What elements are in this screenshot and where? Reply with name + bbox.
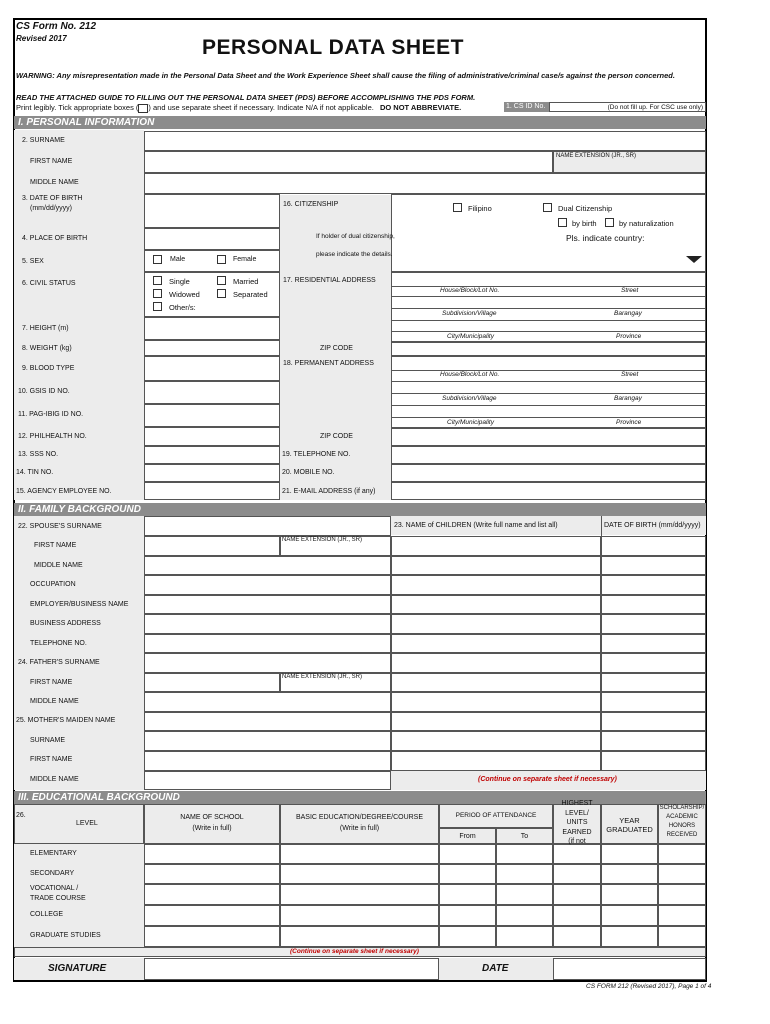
dual-details-note: please indicate the details. (316, 251, 393, 258)
edu-vocational-label-2: TRADE COURSE (30, 895, 86, 902)
print-instruction-b: ) and use separate sheet if necessary. Indicate N/A if not applicable. (148, 103, 374, 112)
filipino-checkbox[interactable] (453, 203, 462, 212)
mobile-label: 20. MOBILE NO. (282, 469, 335, 476)
civil-status-label: 6. CIVIL STATUS (22, 280, 76, 287)
education-cell[interactable] (553, 926, 601, 947)
edu-schol-2: ACADEMIC (666, 814, 698, 820)
mother-middle-name-input[interactable] (144, 771, 391, 790)
edu-number: 26. (16, 812, 26, 819)
employer-label: EMPLOYER/BUSINESS NAME (30, 601, 129, 608)
child-name-input[interactable] (391, 595, 601, 614)
telephone-input[interactable] (391, 446, 706, 464)
height-input[interactable] (144, 317, 280, 340)
email-label: 21. E-MAIL ADDRESS (if any) (282, 488, 376, 495)
child-name-input[interactable] (391, 692, 601, 712)
philhealth-input[interactable] (144, 427, 280, 446)
mother-surname-label: SURNAME (30, 737, 66, 744)
height-label: 7. HEIGHT (m) (22, 325, 69, 332)
dob-label: 3. DATE OF BIRTH (22, 195, 83, 202)
edu-to-header: To (520, 833, 529, 840)
cs-id-field[interactable]: (Do not fill up. For CSC use only) (549, 102, 706, 112)
edu-school-note: (Write in full) (192, 825, 232, 832)
no-abbreviate: DO NOT ABBREVIATE. (379, 103, 462, 112)
perm-line-3 (391, 393, 706, 394)
education-cell[interactable] (280, 884, 439, 905)
child-dob-input[interactable] (601, 556, 706, 575)
education-cell[interactable] (496, 905, 553, 926)
mobile-input[interactable] (391, 464, 706, 482)
res-line-2 (391, 296, 706, 297)
res-line-1 (391, 286, 706, 287)
business-address-label: BUSINESS ADDRESS (30, 620, 101, 627)
father-surname-label: 24. FATHER'S SURNAME (18, 659, 100, 666)
education-cell[interactable] (280, 926, 439, 947)
tin-input[interactable] (144, 464, 280, 482)
form-number: CS Form No. 212 (16, 21, 97, 32)
education-cell[interactable] (144, 844, 280, 864)
education-cell[interactable] (553, 844, 601, 864)
res-province-label: Province (616, 333, 642, 340)
education-cell[interactable] (144, 884, 280, 905)
education-header-cell (280, 804, 439, 844)
perm-province-label: Province (616, 419, 642, 426)
child-name-input[interactable] (391, 614, 601, 634)
perm-line-4 (391, 405, 706, 406)
family-input[interactable] (144, 673, 280, 692)
indicate-country-label: Pls. indicate country: (566, 233, 645, 243)
place-of-birth-input[interactable] (144, 228, 280, 250)
single-checkbox[interactable] (153, 276, 162, 285)
signature-label: SIGNATURE (48, 963, 107, 974)
section-educational-background: III. EDUCATIONAL BACKGROUND (14, 791, 706, 804)
print-instruction-a: Print legibly. Tick appropriate boxes ( (16, 103, 139, 112)
male-label: Male (170, 256, 186, 263)
spouse-surname-label: 22. SPOUSE'S SURNAME (18, 523, 102, 530)
warning-text: WARNING: Any misrepresentation made in the Personal Data Sheet and the Work Experience Sheet shall cause the filing of administrative/criminal case/s against the person concerned. (16, 71, 675, 80)
widowed-checkbox[interactable] (153, 289, 162, 298)
child-dob-input[interactable] (601, 731, 706, 751)
education-cell[interactable] (658, 884, 706, 905)
first-name-label: FIRST NAME (30, 158, 73, 165)
edu-schol-1: SCHOLARSHIP/ (659, 805, 705, 811)
first-name-input[interactable] (144, 151, 553, 173)
edu-college-label: COLLEGE (30, 911, 64, 918)
child-dob-input[interactable] (601, 575, 706, 595)
spouse-name-ext-label: NAME EXTENSION (JR., SR) (282, 537, 363, 543)
telephone-label: 19. TELEPHONE NO. (282, 451, 351, 458)
edu-highest-2: LEVEL/ (565, 809, 589, 817)
res-line-5 (391, 331, 706, 332)
education-cell[interactable] (496, 926, 553, 947)
by-naturalization-checkbox[interactable] (605, 218, 614, 227)
separated-checkbox[interactable] (217, 289, 226, 298)
education-cell[interactable] (280, 844, 439, 864)
edu-elementary-label: ELEMENTARY (30, 850, 77, 857)
child-dob-input[interactable] (601, 673, 706, 692)
family-input[interactable] (144, 731, 391, 751)
perm-line-1 (391, 370, 706, 371)
child-name-input[interactable] (391, 673, 601, 692)
edu-highest-4: EARNED (562, 828, 592, 836)
edu-secondary-label: SECONDARY (30, 870, 75, 877)
family-input[interactable] (144, 516, 391, 536)
family-input[interactable] (144, 751, 391, 771)
child-dob-input[interactable] (601, 751, 706, 771)
child-name-input[interactable] (391, 634, 601, 653)
child-name-input[interactable] (391, 575, 601, 595)
education-cell[interactable] (601, 905, 658, 926)
child-name-input[interactable] (391, 731, 601, 751)
perm-city-label: City/Municipality (447, 419, 494, 426)
edu-highest-header (553, 800, 601, 846)
father-middle-name-label: MIDDLE NAME (30, 698, 79, 705)
education-cell[interactable] (280, 864, 439, 884)
by-birth-checkbox[interactable] (558, 218, 567, 227)
perm-barangay-label: Barangay (614, 395, 642, 402)
gsis-input[interactable] (144, 381, 280, 404)
child-dob-input[interactable] (601, 536, 706, 556)
edu-period-header: PERIOD OF ATTENDANCE (455, 812, 537, 819)
family-label-column (14, 516, 144, 790)
res-line-4 (391, 320, 706, 321)
spouse-first-name-label: FIRST NAME (34, 542, 77, 549)
female-checkbox[interactable] (217, 255, 226, 264)
education-cell[interactable] (144, 926, 280, 947)
child-dob-input[interactable] (601, 595, 706, 614)
agency-no-label: 15. AGENCY EMPLOYEE NO. (16, 488, 112, 495)
family-input[interactable] (144, 575, 391, 595)
res-street-label: Street (621, 287, 639, 294)
mother-middle-name-label: MIDDLE NAME (30, 776, 79, 783)
children-label: 23. NAME of CHILDREN (Write full name and list all) (394, 522, 558, 529)
child-name-input[interactable] (391, 556, 601, 575)
philhealth-label: 12. PHILHEALTH NO. (18, 433, 87, 440)
education-cell[interactable] (601, 884, 658, 905)
sss-input[interactable] (144, 446, 280, 464)
dual-citizenship-checkbox[interactable] (543, 203, 552, 212)
male-checkbox[interactable] (153, 255, 162, 264)
pagibig-input[interactable] (144, 404, 280, 427)
family-continue-note: (Continue on separate sheet if necessary) (478, 776, 617, 783)
cs-id-label: 1. CS ID No. (504, 102, 551, 112)
child-name-input[interactable] (391, 653, 601, 673)
name-extension-label: NAME EXTENSION (JR., SR) (556, 153, 637, 159)
education-cell[interactable] (658, 864, 706, 884)
family-input[interactable] (144, 692, 391, 712)
child-dob-input[interactable] (601, 712, 706, 731)
print-instruction (16, 103, 461, 113)
section-family-background: II. FAMILY BACKGROUND (14, 503, 706, 516)
tick-box-sample (138, 104, 148, 113)
mother-first-name-label: FIRST NAME (30, 756, 73, 763)
others-checkbox[interactable] (153, 302, 162, 311)
date-field[interactable] (553, 958, 706, 980)
mother-maiden-label: 25. MOTHER'S MAIDEN NAME (16, 717, 116, 724)
edu-school-header: NAME OF SCHOOL (180, 814, 244, 821)
edu-course-header: BASIC EDUCATION/DEGREE/COURSE (295, 814, 424, 821)
education-cell[interactable] (658, 844, 706, 864)
middle-name-label: MIDDLE NAME (30, 179, 79, 186)
weight-label: 8. WEIGHT (kg) (22, 345, 72, 352)
section-personal-information: I. PERSONAL INFORMATION (14, 116, 706, 129)
page-footer: CS FORM 212 (Revised 2017), Page 1 of 4 (586, 983, 712, 990)
married-checkbox[interactable] (217, 276, 226, 285)
female-label: Female (233, 256, 257, 263)
tin-label: 14. TIN NO. (16, 469, 54, 476)
dob-input[interactable] (144, 194, 280, 228)
education-cell[interactable] (553, 864, 601, 884)
edu-scholarship-header (658, 804, 706, 844)
child-dob-input[interactable] (601, 653, 706, 673)
education-cell[interactable] (601, 864, 658, 884)
perm-line-2 (391, 381, 706, 382)
spouse-telephone-label: TELEPHONE NO. (30, 640, 87, 647)
father-first-name-label: FIRST NAME (30, 679, 73, 686)
education-cell[interactable] (553, 884, 601, 905)
surname-label: 2. SURNAME (22, 137, 65, 144)
res-city-label: City/Municipality (447, 333, 494, 340)
education-cell[interactable] (144, 905, 280, 926)
perm-zip-input[interactable] (391, 428, 706, 446)
single-label: Single (169, 277, 190, 286)
perm-street-label: Street (621, 371, 639, 378)
separated-label: Separated (233, 290, 268, 299)
education-cell[interactable] (144, 864, 280, 884)
res-zip-label: ZIP CODE (320, 345, 353, 352)
perm-subdivision-label: Subdivision/Village (442, 395, 497, 402)
email-input[interactable] (391, 482, 706, 500)
middle-name-input[interactable] (144, 173, 706, 194)
guide-text: READ THE ATTACHED GUIDE TO FILLING OUT THE PERSONAL DATA SHEET (PDS) BEFORE ACCOMPLISHING THE PDS FORM. (16, 93, 476, 102)
res-subdivision-label: Subdivision/Village (442, 310, 497, 317)
family-input[interactable] (144, 614, 391, 634)
blood-type-label: 9. BLOOD TYPE (22, 365, 75, 372)
filipino-label: Filipino (468, 204, 492, 213)
pagibig-label: 11. PAG-IBIG ID NO. (18, 411, 84, 418)
blood-type-input[interactable] (144, 356, 280, 381)
education-cell[interactable] (439, 884, 496, 905)
education-cell[interactable] (658, 905, 706, 926)
res-line-3 (391, 308, 706, 309)
signature-field[interactable] (144, 958, 439, 980)
education-cell[interactable] (280, 905, 439, 926)
res-house-label: House/Block/Lot No. (440, 287, 500, 294)
date-label: DATE (482, 963, 509, 974)
agency-no-input[interactable] (144, 482, 280, 500)
res-barangay-label: Barangay (614, 310, 642, 317)
married-label: Married (233, 277, 259, 286)
residential-address-label: 17. RESIDENTIAL ADDRESS (283, 277, 376, 284)
permanent-address-label: 18. PERMANENT ADDRESS (283, 360, 374, 367)
child-dob-input[interactable] (601, 692, 706, 712)
child-name-input[interactable] (391, 536, 601, 556)
edu-from-header: From (459, 833, 476, 840)
family-input[interactable] (144, 556, 391, 575)
education-cell[interactable] (553, 905, 601, 926)
edu-schol-3: HONORS (668, 823, 696, 829)
education-cell[interactable] (496, 864, 553, 884)
dob-format: (mm/dd/yyyy) (30, 205, 72, 212)
gsis-label: 10. GSIS ID NO. (18, 388, 70, 395)
family-input[interactable] (144, 634, 391, 653)
others-label: Other/s: (169, 303, 196, 312)
perm-line-5 (391, 417, 706, 418)
education-cell[interactable] (439, 864, 496, 884)
by-naturalization-label: by naturalization (619, 219, 674, 228)
edu-vocational-label-1: VOCATIONAL / (30, 885, 79, 892)
education-cell[interactable] (496, 884, 553, 905)
child-name-input[interactable] (391, 712, 601, 731)
education-cell[interactable] (601, 926, 658, 947)
res-zip-input[interactable] (391, 342, 706, 356)
edu-year-header-2: GRADUATED (606, 825, 653, 834)
sex-field (144, 250, 280, 272)
family-input[interactable] (144, 653, 391, 673)
by-birth-label: by birth (572, 219, 597, 228)
child-dob-input[interactable] (601, 614, 706, 634)
dual-citizenship-label: Dual Citizenship (558, 204, 613, 213)
page-title: PERSONAL DATA SHEET (202, 36, 464, 59)
occupation-label: OCCUPATION (30, 581, 76, 588)
surname-input[interactable] (144, 131, 706, 151)
child-name-input[interactable] (391, 751, 601, 771)
weight-input[interactable] (144, 340, 280, 356)
child-dob-input[interactable] (601, 634, 706, 653)
widowed-label: Widowed (169, 290, 200, 299)
education-cell[interactable] (439, 905, 496, 926)
sss-label: 13. SSS NO. (18, 451, 59, 458)
citizenship-label: 16. CITIZENSHIP (283, 201, 339, 208)
sex-label: 5. SEX (22, 258, 44, 265)
education-header-cell (144, 804, 280, 844)
perm-house-label: House/Block/Lot No. (440, 371, 500, 378)
perm-zip-label: ZIP CODE (320, 433, 353, 440)
place-of-birth-label: 4. PLACE OF BIRTH (22, 235, 88, 242)
edu-continue-note: (Continue on separate sheet if necessary) (290, 948, 419, 955)
edu-year-header-1: YEAR (619, 816, 640, 825)
family-input[interactable] (144, 536, 280, 556)
education-cell[interactable] (658, 926, 706, 947)
dual-holder-note: If holder of dual citizenship, (316, 233, 395, 240)
spouse-middle-name-label: MIDDLE NAME (34, 562, 83, 569)
family-input[interactable] (144, 595, 391, 614)
education-cell[interactable] (439, 926, 496, 947)
edu-highest-5: (if not (568, 838, 586, 846)
edu-course-note: (Write in full) (339, 825, 380, 832)
edu-highest-3: UNITS (566, 819, 588, 827)
edu-schol-4: RECEIVED (666, 832, 698, 838)
child-dob-label: DATE OF BIRTH (mm/dd/yyyy) (604, 522, 701, 529)
form-revision: Revised 2017 (16, 34, 67, 43)
edu-highest-1: HIGHEST (561, 800, 593, 807)
education-cell[interactable] (601, 844, 658, 864)
education-cell[interactable] (496, 844, 553, 864)
family-input[interactable] (144, 712, 391, 731)
father-name-ext-label: NAME EXTENSION (JR., SR) (282, 674, 363, 680)
edu-graduate-label: GRADUATE STUDIES (30, 932, 101, 939)
education-cell[interactable] (439, 844, 496, 864)
country-dropdown-icon[interactable] (686, 256, 702, 263)
edu-level-header: LEVEL (76, 820, 98, 827)
